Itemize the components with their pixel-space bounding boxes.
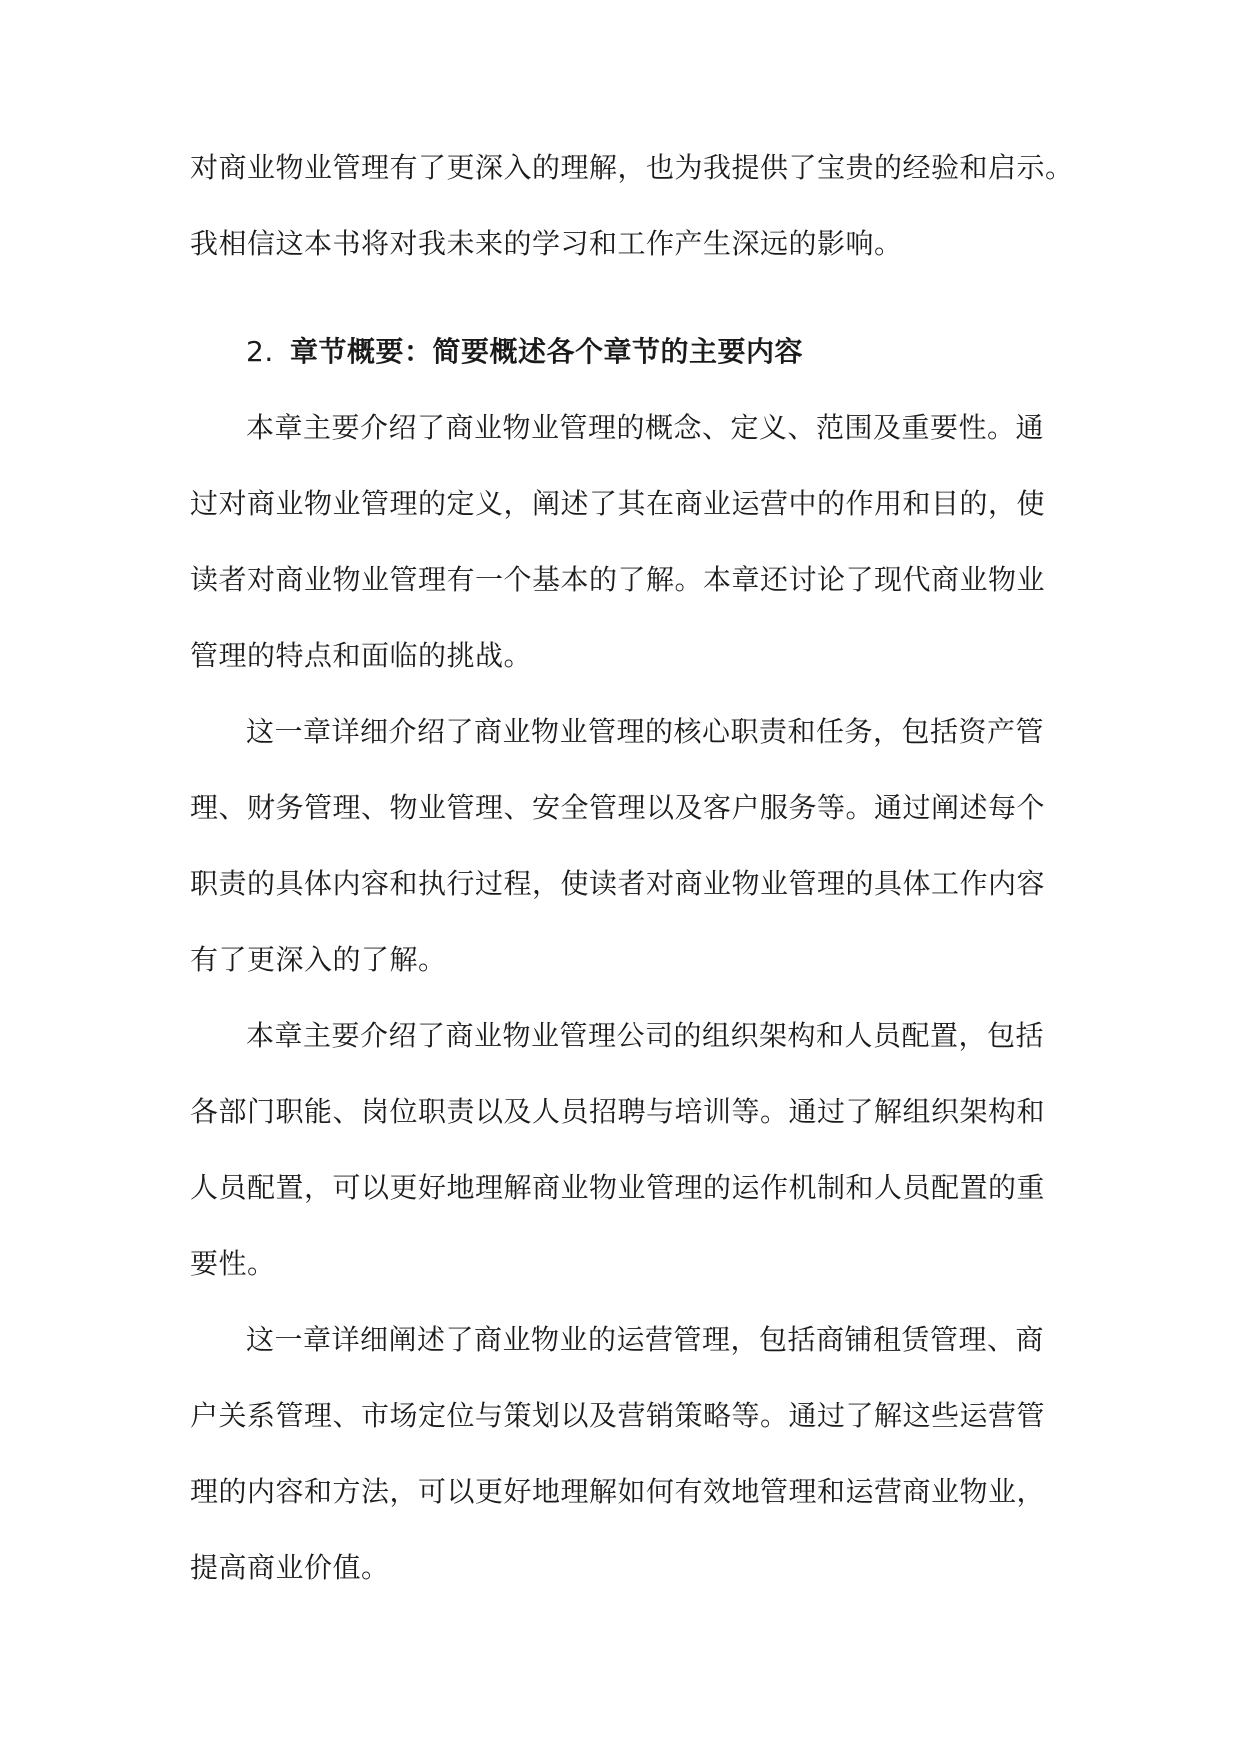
section-heading <box>246 332 1126 372</box>
section-title: 章节概要：简要概述各个章节的主要内容 <box>290 335 804 368</box>
paragraph-2-line-4: 有了更深入的了解。 <box>190 943 447 976</box>
paragraph-2-line-3: 职责的具体内容和执行过程，使读者对商业物业管理的具体工作内容 <box>190 867 1046 900</box>
paragraph-3-line-1: 本章主要介绍了商业物业管理公司的组织架构和人员配置，包括 <box>246 1019 1045 1052</box>
paragraph-4-line-3: 理的内容和方法，可以更好地理解如何有效地管理和运营商业物业， <box>190 1475 1046 1508</box>
intro-line-2: 我相信这本书将对我未来的学习和工作产生深远的影响。 <box>190 227 903 260</box>
paragraph-2-line-1: 这一章详细介绍了商业物业管理的核心职责和任务，包括资产管 <box>246 715 1045 748</box>
intro-line-1: 对商业物业管理有了更深入的理解，也为我提供了宝贵的经验和启示。 <box>190 151 1074 184</box>
paragraph-1-line-1: 本章主要介绍了商业物业管理的概念、定义、范围及重要性。通 <box>246 411 1045 444</box>
paragraph-4-line-1: 这一章详细阐述了商业物业的运营管理，包括商铺租赁管理、商 <box>246 1323 1045 1356</box>
paragraph-3-line-3: 人员配置，可以更好地理解商业物业管理的运作机制和人员配置的重 <box>190 1171 1046 1204</box>
paragraph-4-line-4: 提高商业价值。 <box>190 1551 390 1584</box>
paragraph-4-line-2: 户关系管理、市场定位与策划以及营销策略等。通过了解这些运营管 <box>190 1399 1046 1432</box>
paragraph-3-line-2: 各部门职能、岗位职责以及人员招聘与培训等。通过了解组织架构和 <box>190 1095 1046 1128</box>
paragraph-3-line-4: 要性。 <box>190 1247 276 1280</box>
paragraph-1-line-4: 管理的特点和面临的挑战。 <box>190 639 533 672</box>
paragraph-2-line-2: 理、财务管理、物业管理、安全管理以及客户服务等。通过阐述每个 <box>190 791 1046 824</box>
section-number: 2. <box>246 335 274 368</box>
paragraph-1-line-2: 过对商业物业管理的定义，阐述了其在商业运营中的作用和目的，使 <box>190 487 1046 520</box>
paragraph-1-line-3: 读者对商业物业管理有一个基本的了解。本章还讨论了现代商业物业 <box>190 563 1046 596</box>
